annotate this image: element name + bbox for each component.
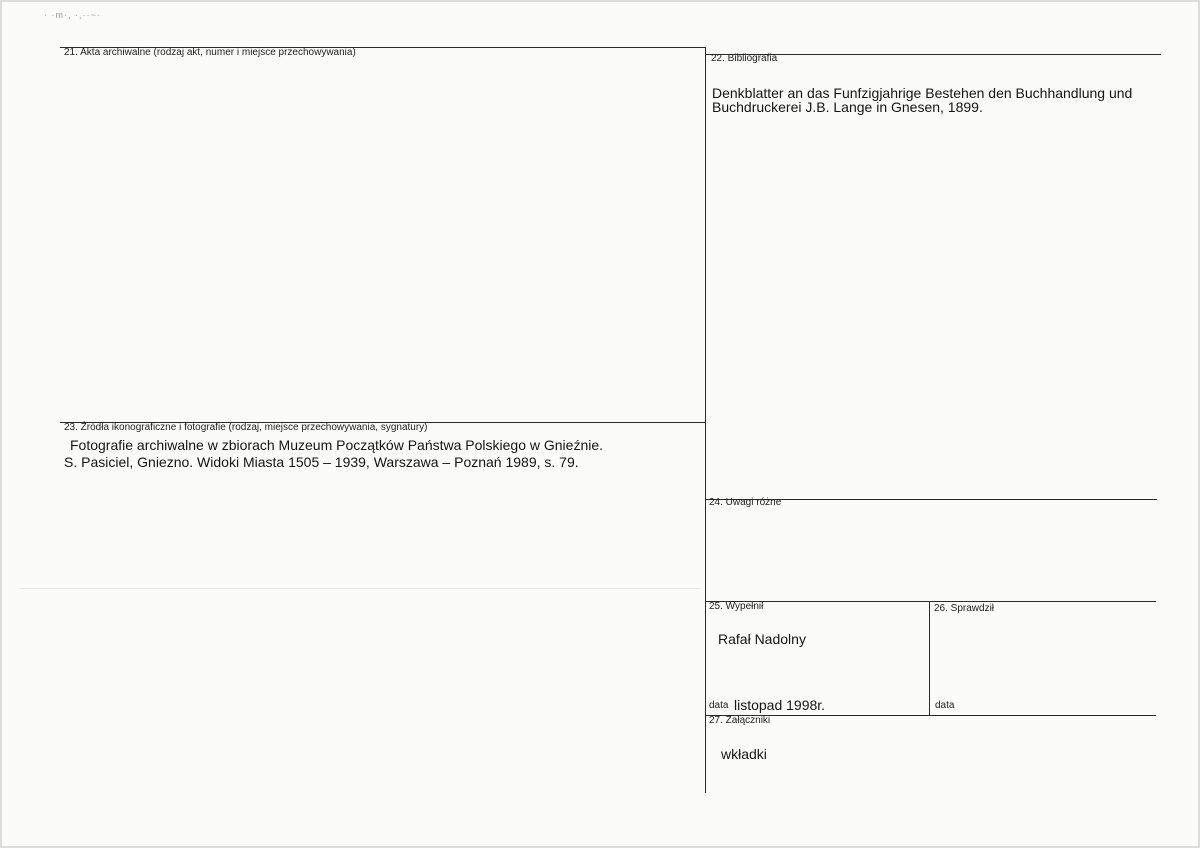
bibliography-line-2: Buchdruckerei J.B. Lange in Gnesen, 1899.: [712, 99, 983, 115]
field24-label: 24. Uwagi różne: [709, 497, 782, 508]
sources-line-2: S. Pasiciel, Gniezno. Widoki Miasta 1505 – 1939, Warszawa – Poznań 1989, s. 79.: [64, 454, 579, 470]
field26-label: 26. Sprawdził: [934, 603, 995, 614]
field21-label: 21. Akta archiwalne (rodzaj akt, numer i miejsce przechowywania): [64, 47, 356, 58]
field25-top-border: [706, 601, 1156, 602]
sources-line-1: Fotografie archiwalne w zbiorach Muzeum Początków Państwa Polskiego w Gnieźnie.: [70, 437, 604, 453]
field25-label: 25. Wypełnił: [709, 601, 764, 612]
filled-by-name: Rafał Nadolny: [718, 631, 806, 647]
field25-date-value: listopad 1998r.: [734, 697, 826, 713]
field23-label: 23. Źródła ikonograficzne i fotografie (rodzaj, miejsce przechowywania, sygnatury): [64, 422, 428, 433]
field27-top-border: [706, 715, 1156, 716]
center-vertical-border: [705, 47, 706, 793]
field26-date-label: data: [935, 700, 955, 711]
field25-26-divider: [929, 601, 930, 715]
attachments-value: wkładki: [721, 746, 767, 762]
field22-label: 22. Bibliografia: [711, 53, 778, 64]
corner-note: · ·m·, ·,··~·: [44, 10, 101, 20]
field25-date-label: data: [709, 700, 729, 711]
bibliography-line-1: Denkblatter an das Funfzigjahrige Bestehen den Buchhandlung und: [712, 85, 1133, 101]
field27-label: 27. Załączniki: [709, 715, 771, 726]
faint-divider: [20, 588, 700, 589]
